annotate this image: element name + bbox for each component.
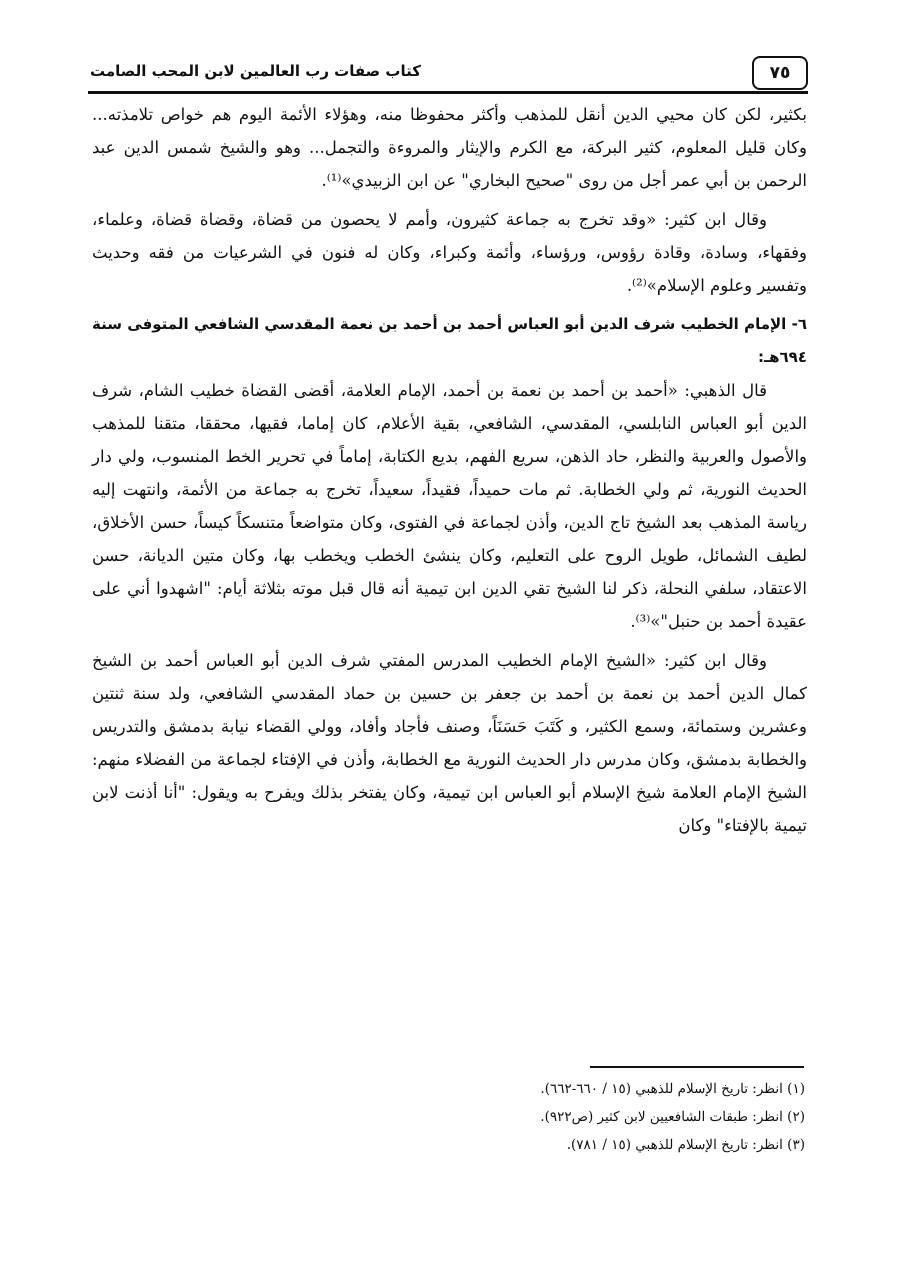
running-title: كتاب صفات رب العالمين لابن المحب الصامت [90,62,421,80]
footnote-rule [590,1066,804,1068]
paragraph-3: قال الذهبي: «أحمد بن أحمد بن نعمة بن أحمد، الإمام العلامة، أقضى القضاة خطيب الشام، شرف الدين أبو العباس النابلسي، المقدسي، الشافعي، بقية الأعلام، كان إماما، فقيها، محققا، متقنا للمذهب والأصول والعربية والنظر، حاد الذهن، سريع الفهم، بديع الكتابة، إماماً في تحرير الخط المنسوب، ولي دار الحديث النورية، ثم ولي الخطابة. ثم مات حميداً، فقيداً، سعيداً، تخرج به جماعة من الأئمة، وانتهت إليه رياسة المذهب بعد الشيخ تاج الدين، وأذن لجماعة في الفتوى، وكان متواضعاً متنسكاً كيساً، حسن الأخلاق، لطيف الشمائل، طويل الروح على التعليم، وكان ينشئ الخطب ويخطب بها، وكان متين الديانة، حسن الاعتقاد، سلفي النحلة، ذكر لنا الشيخ تقي الدين ابن تيمية أنه قال قبل موته بثلاثة أيام: "اشهدوا أني على عقيدة أحمد بن حنبل"»⁽³⁾. [92,381,807,631]
paragraph-1: بكثير، لكن كان محيي الدين أنقل للمذهب وأكثر محفوظا منه، وهؤلاء الأئمة اليوم هم خواص تلامذته... وكان قليل المعلوم، كثير البركة، مع الكرم والإيثار والمروءة والتجمل... وهو والشيخ شمس الدين عبد الرحمن بن أبي عمر أجل من روى "صحيح البخاري" عن ابن الزبيدي»⁽¹⁾. [92,105,807,190]
header-rule [88,91,808,94]
page-number: ٧٥ [752,56,808,90]
section-heading: ٦- الإمام الخطيب شرف الدين أبو العباس أحمد بن أحمد بن نعمة المقدسي الشافعي المتوفى سنة ٦٩٤هـ: [92,315,807,366]
paragraph-2: وقال ابن كثير: «وقد تخرج به جماعة كثيرون، وأمم لا يحصون من قضاة، وقضاة قضاة، وعلماء، وفقهاء، وسادة، وقادة رؤوس، ورؤساء، وأئمة وكبراء، وكان له فنون في الشرعيات من فقه وحديث وتفسير وعلوم الإسلام»⁽²⁾. [92,210,807,295]
body-text [92,98,807,848]
page-header [88,54,808,94]
footnote-2: (٢) انظر: طبقات الشافعيين لابن كثير (ص٩٢٢). [540,1109,805,1125]
footnotes [440,1077,805,1161]
footnote-3: (٣) انظر: تاريخ الإسلام للذهبي (١٥ / ٧٨١). [566,1137,805,1153]
paragraph-4: وقال ابن كثير: «الشيخ الإمام الخطيب المدرس المفتي شرف الدين أبو العباس أحمد بن الشيخ كمال الدين أحمد بن نعمة بن أحمد بن جعفر بن حسين بن حماد المقدسي الشافعي، ولد سنة ثنتين وعشرين وستمائة، وسمع الكثير، و كَتَبَ حَسَنَاً، وصنف فأجاد وأفاد، وولي القضاء نيابة بدمشق والتدريس والخطابة بدمشق، وكان مدرس دار الحديث النورية مع الخطابة، وأذن في الإفتاء لجماعة من الفضلاء منهم: الشيخ الإمام العلامة شيخ الإسلام أبو العباس ابن تيمية، وكان يفتخر بذلك ويفرح به ويقول: "أنا أذنت لابن تيمية بالإفتاء" وكان [92,651,807,835]
footnote-1: (١) انظر: تاريخ الإسلام للذهبي (١٥ / ٦٦٠-٦٦٢). [540,1081,805,1097]
